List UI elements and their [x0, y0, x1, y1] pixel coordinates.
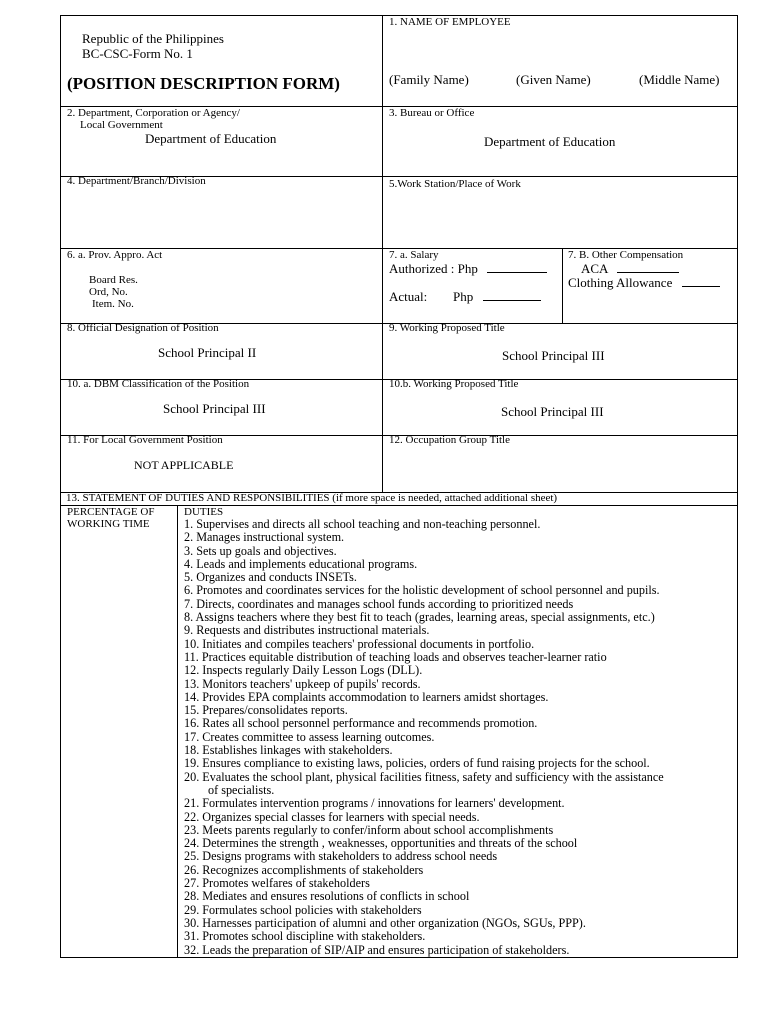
branch-label: 4. Department/Branch/Division	[67, 175, 206, 187]
clothing-row	[568, 275, 720, 291]
official-designation-value: School Principal II	[158, 345, 257, 360]
duty-item: 16. Rates all school personnel performance and recommends promotion.	[184, 716, 538, 731]
column-divider	[177, 506, 178, 957]
bureau-label: 3. Bureau or Office	[389, 107, 475, 119]
column-divider	[382, 380, 383, 435]
duty-item: 20. Evaluates the school plant, physical facilities fitness, safety and sufficiency with the assistance	[184, 769, 664, 784]
authorized-blank	[487, 272, 547, 273]
board-res-label: Board Res.	[89, 274, 138, 286]
clothing-allowance-label: Clothing Allowance	[568, 275, 673, 290]
duty-item: 2. Manages instructional system.	[184, 530, 345, 545]
duty-item: 28. Mediates and ensures resolutions of conflicts in school	[184, 889, 470, 904]
duties-header: DUTIES	[184, 506, 224, 518]
salary-row	[61, 249, 737, 324]
authorized-salary	[389, 261, 547, 277]
aca-label: ACA	[581, 261, 608, 276]
agency-row	[61, 107, 737, 177]
statement-title: 13. STATEMENT OF DUTIES AND RESPONSIBILITIES (if more space is needed, attached additional sheet)	[66, 492, 558, 504]
dbm-classification-value: School Principal III	[163, 401, 266, 416]
republic-text: Republic of the Philippines	[82, 31, 224, 46]
duty-item: 22. Organizes special classes for learners with special needs.	[184, 809, 480, 824]
actual-salary	[453, 289, 541, 305]
column-divider	[382, 16, 383, 106]
occupation-group-title-label: 12. Occupation Group Title	[389, 434, 510, 446]
branch-row	[61, 177, 737, 249]
working-time-label: WORKING TIME	[67, 518, 150, 530]
duties-section	[61, 506, 737, 957]
working-proposed-title-b-value: School Principal III	[501, 404, 604, 419]
department-value: Department of Education	[145, 131, 277, 146]
duty-item: 1. Supervises and directs all school teaching and non-teaching personnel.	[184, 517, 541, 531]
duty-item: 8. Assigns teachers where they best fit to teach (grades, learning areas, special assignments, etc.)	[184, 610, 655, 625]
duty-item: 6. Promotes and coordinates services for the holistic development of school personnel and pupils.	[184, 583, 660, 598]
duty-item: 15. Prepares/consolidates reports.	[184, 703, 348, 718]
duty-item: 32. Leads the preparation of SIP/AIP and ensures participation of stakeholders.	[184, 942, 570, 957]
prov-appro-act-label: 6. a. Prov. Appro. Act	[67, 249, 163, 261]
aca-blank	[617, 272, 679, 273]
duty-item: 13. Monitors teachers' upkeep of pupils' records.	[184, 676, 421, 691]
department-label: 2. Department, Corporation or Agency/	[67, 107, 240, 119]
work-station-label: 5.Work Station/Place of Work	[389, 178, 521, 190]
duty-item: 12. Inspects regularly Daily Lesson Logs (DLL).	[184, 663, 423, 678]
duty-item: 3. Sets up goals and objectives.	[184, 543, 337, 558]
classification-row	[61, 380, 737, 436]
duty-item: 27. Promotes welfares of stakeholders	[184, 876, 370, 891]
column-divider	[382, 324, 383, 379]
percentage-label: PERCENTAGE OF	[67, 506, 155, 518]
duties-list	[184, 518, 664, 957]
column-divider	[382, 249, 383, 323]
duty-item: 29. Formulates school policies with stakeholders	[184, 902, 422, 917]
local-government-row	[61, 436, 737, 493]
duty-item: 24. Determines the strength , weaknesses, opportunities and threats of the school	[184, 836, 578, 851]
working-proposed-title-label: 9. Working Proposed Title	[389, 322, 505, 334]
family-name-label: (Family Name)	[389, 72, 469, 87]
duty-item: 9. Requests and distributes instructional materials.	[184, 623, 430, 638]
actual-blank	[483, 300, 541, 301]
dbm-classification-label: 10. a. DBM Classification of the Position	[67, 378, 250, 390]
designation-row	[61, 324, 737, 380]
official-designation-label: 8. Official Designation of Position	[67, 322, 219, 334]
duty-item: 14. Provides EPA complaints accommodation to learners amidst shortages.	[184, 689, 549, 704]
duty-item: 18. Establishes linkages with stakeholders.	[184, 743, 393, 758]
duty-item: 26. Recognizes accomplishments of stakeholders	[184, 862, 424, 877]
item-no-label: Item. No.	[92, 298, 134, 310]
other-compensation-label: 7. B. Other Compensation	[568, 249, 684, 261]
duty-item: 4. Leads and implements educational programs.	[184, 556, 418, 571]
duty-item: 7. Directs, coordinates and manages school funds according to prioritized needs	[184, 596, 574, 611]
working-proposed-title-value: School Principal III	[502, 348, 605, 363]
duty-item: 5. Organizes and conducts INSETs.	[184, 570, 357, 585]
duty-item: 17. Creates committee to assess learning outcomes.	[184, 729, 435, 744]
form-title: (POSITION DESCRIPTION FORM)	[67, 74, 340, 93]
salary-label: 7. a. Salary	[389, 249, 439, 261]
duty-item-continuation	[184, 784, 664, 797]
duty-item: 25. Designs programs with stakeholders to address school needs	[184, 849, 498, 864]
local-government-label: Local Government	[80, 119, 163, 131]
duty-item: 10. Initiates and compiles teachers' professional documents in portfolio.	[184, 636, 535, 651]
middle-name-label: (Middle Name)	[639, 72, 720, 87]
duty-item: 23. Meets parents regularly to confer/inform about school accomplishments	[184, 822, 554, 837]
bureau-value: Department of Education	[484, 134, 616, 149]
given-name-label: (Given Name)	[516, 72, 591, 87]
column-divider	[382, 177, 383, 248]
authorized-label: Authorized : Php	[389, 261, 478, 276]
local-government-position-label: 11. For Local Government Position	[67, 434, 223, 446]
actual-php-label: Php	[453, 289, 474, 304]
local-government-position-value: NOT APPLICABLE	[134, 458, 234, 472]
duty-item: 19. Ensures compliance to existing laws, policies, orders of fund raising projects for the school.	[184, 756, 650, 771]
name-of-employee-label: 1. NAME OF EMPLOYEE	[389, 16, 511, 28]
working-proposed-title-b-label: 10.b. Working Proposed Title	[389, 378, 519, 390]
duty-item: 11. Practices equitable distribution of teaching loads and observes teacher-learner ratio	[184, 649, 607, 664]
duty-item: 21. Formulates intervention programs / innovations for learners' development.	[184, 796, 565, 811]
duty-item: 31. Promotes school discipline with stakeholders.	[184, 929, 426, 944]
form-number: BC-CSC-Form No. 1	[82, 46, 193, 61]
ord-no-label: Ord, No.	[89, 286, 128, 298]
duty-continuation-text: of specialists.	[208, 782, 275, 797]
column-divider	[382, 107, 383, 176]
statement-heading-row	[61, 493, 737, 506]
clothing-blank	[682, 286, 720, 287]
actual-label: Actual:	[389, 289, 428, 304]
header-row	[61, 16, 737, 107]
position-description-form	[60, 15, 738, 958]
column-divider	[382, 436, 383, 492]
duty-item: 30. Harnesses participation of alumni and other organization (NGOs, SGUs, PPP).	[184, 915, 586, 930]
column-divider	[562, 249, 563, 323]
